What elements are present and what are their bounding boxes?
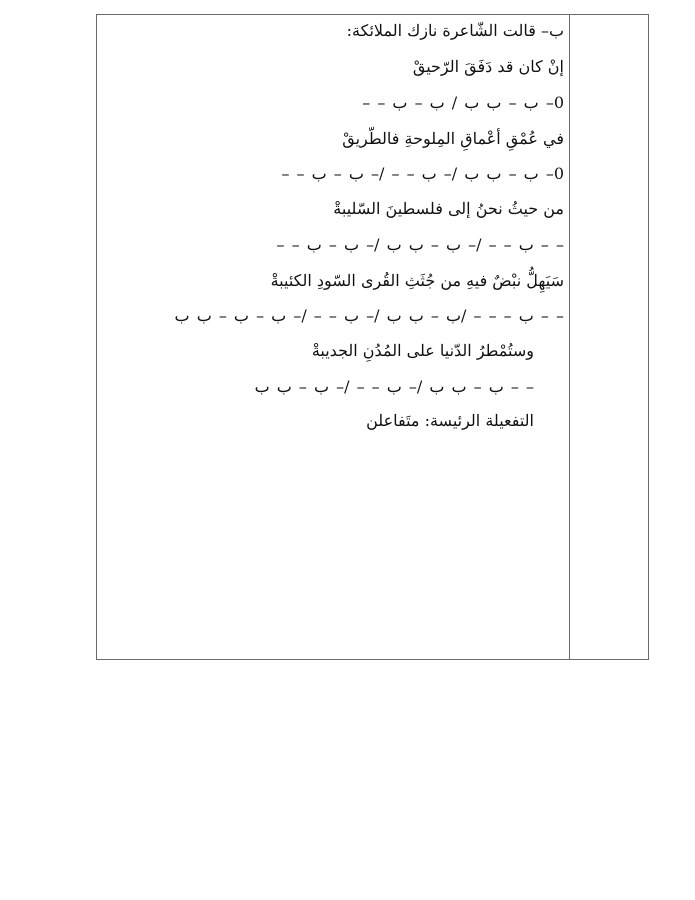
verse-1-text: إنْ كان قد دَفَقَ الرّحيقْ: [412, 57, 564, 76]
verse-5-scansion: – – ب – ب ب /– ب – – /– ب – ب ب: [254, 377, 534, 396]
intro-line: ب– قالت الشّاعرة نازك الملائكة:: [346, 21, 564, 40]
main-tafeela: التفعيلة الرئيسة: متَفاعلن: [366, 411, 534, 430]
verse-4-text: سَيَهِلُّ نبْضٌ فيهِ من جُثَثِ القُرى السّودِ الكئيبةْ: [270, 271, 564, 290]
verse-2-scansion: 0– ب – ب ب /– ب – – /– ب – ب – –: [281, 164, 564, 183]
empty-side-cell: [570, 15, 648, 659]
verse-1-scansion: 0– ب – ب ب / ب – ب – –: [362, 93, 564, 112]
verse-3-text: من حيثُ نحنُ إلى فلسطينَ السّليبةْ: [333, 199, 564, 218]
verse-5-text: وستُمْطرُ الدّنيا على المُدُنِ الجديبةْ: [311, 341, 534, 360]
verse-2-text: في عُمْقِ أعْماقِ المِلوحةِ فالطّريقْ: [342, 129, 564, 148]
answer-cell: [100, 14, 564, 658]
verse-4-scansion: – – ب – – – /ب – ب ب /– ب – – /– ب – ب – ب ب: [174, 306, 564, 325]
verse-3-scansion: – – ب – – /– ب – ب ب /– ب – ب – –: [276, 235, 564, 254]
